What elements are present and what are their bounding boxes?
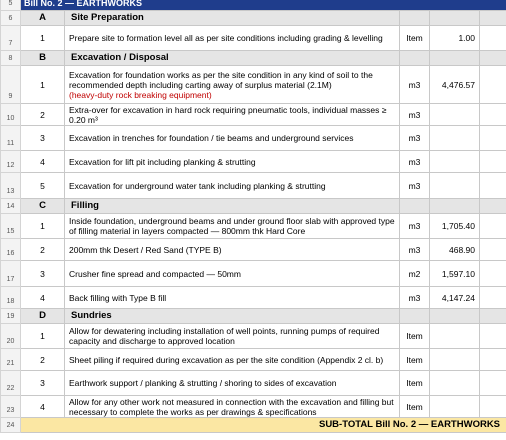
- empty-cell[interactable]: [480, 239, 506, 261]
- item-description[interactable]: [65, 151, 400, 173]
- item-description[interactable]: [65, 66, 400, 104]
- section-title[interactable]: Site Preparation: [65, 11, 400, 26]
- unit-cell[interactable]: Item: [400, 396, 430, 418]
- quantity-cell[interactable]: [430, 104, 480, 126]
- unit-cell[interactable]: Item: [400, 371, 430, 396]
- row-number[interactable]: 21: [1, 349, 21, 371]
- item-number[interactable]: 1: [21, 66, 65, 104]
- row-number[interactable]: 11: [1, 126, 21, 151]
- item-number[interactable]: 2: [21, 349, 65, 371]
- empty-cell[interactable]: [480, 104, 506, 126]
- sheet-row: [1, 371, 506, 396]
- item-description[interactable]: [65, 239, 400, 261]
- quantity-cell[interactable]: 4,476.57: [430, 66, 480, 104]
- sheet-row: [1, 214, 506, 239]
- quantity-cell[interactable]: 1,705.40: [430, 214, 480, 239]
- section-title[interactable]: Filling: [65, 199, 400, 214]
- empty-cell[interactable]: [480, 396, 506, 418]
- sheet-row: [1, 239, 506, 261]
- description-text: Allow for dewatering including installation of well points, running pumps of required capacity and discharge to approved location: [69, 326, 380, 346]
- unit-cell[interactable]: m3: [400, 173, 430, 199]
- section-title[interactable]: Excavation / Disposal: [65, 51, 400, 66]
- item-number[interactable]: 1: [21, 324, 65, 349]
- description-text: Prepare site to formation level all as per site conditions including grading & levelling: [69, 33, 383, 43]
- description-text: Allow for any other work not measured in connection with the excavation and filling but necessary to complete the works as per drawings & specifications: [69, 396, 394, 417]
- row-number[interactable]: 5: [1, 0, 21, 11]
- row-number[interactable]: 20: [1, 324, 21, 349]
- empty-cell[interactable]: [480, 349, 506, 371]
- item-description[interactable]: [65, 349, 400, 371]
- item-description[interactable]: [65, 396, 400, 418]
- unit-cell[interactable]: m3: [400, 151, 430, 173]
- description-text: Excavation in trenches for foundation / tie beams and underground services: [69, 133, 354, 143]
- unit-cell[interactable]: Item: [400, 349, 430, 371]
- empty-cell[interactable]: [480, 287, 506, 309]
- quantity-cell[interactable]: [430, 396, 480, 418]
- empty-cell[interactable]: [480, 151, 506, 173]
- empty-cell[interactable]: [400, 51, 430, 66]
- empty-cell[interactable]: [480, 51, 506, 66]
- item-number[interactable]: 2: [21, 104, 65, 126]
- unit-cell[interactable]: Item: [400, 26, 430, 51]
- sheet-row: [1, 349, 506, 371]
- description-text: Excavation for lift pit including planking & strutting: [69, 156, 256, 167]
- row-number[interactable]: 9: [1, 66, 21, 104]
- empty-cell[interactable]: [430, 309, 480, 324]
- row-number[interactable]: 8: [1, 51, 21, 66]
- description-text: Sheet piling if required during excavation as per the site condition (Appendix 2 cl. b): [69, 354, 384, 365]
- row-number[interactable]: 6: [1, 11, 21, 26]
- section-title[interactable]: Sundries: [65, 309, 400, 324]
- unit-cell[interactable]: m3: [400, 214, 430, 239]
- empty-cell[interactable]: [480, 173, 506, 199]
- empty-cell[interactable]: [400, 309, 430, 324]
- description-note: (heavy-duty rock breaking equipment): [69, 89, 212, 100]
- item-description[interactable]: [65, 104, 400, 126]
- description-text: Extra-over for excavation in hard rock requiring pneumatic tools, individual masses ≥ 0.20 m³: [69, 104, 387, 125]
- description-text: Back filling with Type B fill: [69, 292, 167, 303]
- empty-cell[interactable]: [480, 214, 506, 239]
- section-letter[interactable]: D: [21, 309, 65, 324]
- sheet-row: [1, 173, 506, 199]
- description-text: Inside foundation, underground beams and under ground floor slab with approved type of filling material in layers compacted — 800mm thk Hard Core: [69, 216, 395, 236]
- item-number[interactable]: 3: [21, 371, 65, 396]
- row-number[interactable]: 23: [1, 396, 21, 418]
- quantity-cell[interactable]: 1.00: [430, 26, 480, 51]
- row-number[interactable]: 18: [1, 287, 21, 309]
- item-number[interactable]: 4: [21, 287, 65, 309]
- row-number[interactable]: 12: [1, 151, 21, 173]
- empty-cell[interactable]: [430, 11, 480, 26]
- quantity-cell[interactable]: [430, 349, 480, 371]
- unit-cell[interactable]: m3: [400, 126, 430, 151]
- empty-cell[interactable]: [480, 26, 506, 51]
- description-text: Earthwork support / planking & strutting / shoring to sides of excavation: [69, 378, 337, 388]
- item-number[interactable]: 3: [21, 261, 65, 287]
- quantity-cell[interactable]: 468.90: [430, 239, 480, 261]
- row-number[interactable]: 14: [1, 199, 21, 214]
- empty-cell[interactable]: [480, 66, 506, 104]
- item-description[interactable]: [65, 26, 400, 51]
- section-letter[interactable]: B: [21, 51, 65, 66]
- section-letter[interactable]: C: [21, 199, 65, 214]
- empty-cell[interactable]: [400, 11, 430, 26]
- item-description[interactable]: [65, 287, 400, 309]
- empty-cell[interactable]: [480, 371, 506, 396]
- description-text: Excavation for foundation works as per the site condition in any kind of soil to the recommended depth including carting away of surplus material (2.1M): [69, 69, 373, 90]
- sheet-row: [1, 309, 506, 324]
- quantity-cell[interactable]: [430, 371, 480, 396]
- item-description[interactable]: [65, 173, 400, 199]
- item-number[interactable]: 4: [21, 396, 65, 418]
- bill-title: Bill No. 2 — EARTHWORKS: [21, 0, 506, 11]
- row-number[interactable]: 10: [1, 104, 21, 126]
- unit-cell[interactable]: m3: [400, 104, 430, 126]
- description-text: 200mm thk Desert / Red Sand (TYPE B): [69, 244, 222, 255]
- sheet-row: [1, 51, 506, 66]
- sheet-row: [1, 126, 506, 151]
- sheet-row: [1, 104, 506, 126]
- sheet-row: [1, 199, 506, 214]
- empty-cell[interactable]: [480, 199, 506, 214]
- item-description[interactable]: [65, 324, 400, 349]
- row-number[interactable]: 7: [1, 26, 21, 51]
- row-number[interactable]: 22: [1, 371, 21, 396]
- item-description[interactable]: [65, 214, 400, 239]
- unit-cell[interactable]: Item: [400, 324, 430, 349]
- item-number[interactable]: 4: [21, 151, 65, 173]
- quantity-cell[interactable]: 1,597.10: [430, 261, 480, 287]
- item-number[interactable]: 1: [21, 214, 65, 239]
- empty-cell[interactable]: [480, 126, 506, 151]
- row-number[interactable]: 24: [1, 418, 21, 433]
- subtotal-label: SUB-TOTAL Bill No. 2 — EARTHWORKS: [21, 418, 506, 433]
- empty-cell[interactable]: [480, 309, 506, 324]
- sheet-row: [1, 261, 506, 287]
- empty-cell[interactable]: [430, 51, 480, 66]
- row-number[interactable]: 15: [1, 214, 21, 239]
- item-number[interactable]: 3: [21, 126, 65, 151]
- item-number[interactable]: 2: [21, 239, 65, 261]
- description-text: Excavation for underground water tank including planking & strutting: [69, 180, 326, 191]
- row-number[interactable]: 19: [1, 309, 21, 324]
- sheet-row: [1, 396, 506, 418]
- empty-cell[interactable]: [480, 11, 506, 26]
- row-number[interactable]: 17: [1, 261, 21, 287]
- sheet-row: [1, 0, 506, 11]
- empty-cell[interactable]: [480, 261, 506, 287]
- empty-cell[interactable]: [430, 199, 480, 214]
- sheet-row: [1, 418, 506, 433]
- item-description[interactable]: [65, 126, 400, 151]
- quantity-cell[interactable]: [430, 126, 480, 151]
- quantity-cell[interactable]: [430, 324, 480, 349]
- sheet-row: [1, 11, 506, 26]
- quantity-cell[interactable]: [430, 173, 480, 199]
- item-number[interactable]: 1: [21, 26, 65, 51]
- quantity-cell[interactable]: 4,147.24: [430, 287, 480, 309]
- row-number[interactable]: 16: [1, 239, 21, 261]
- unit-cell[interactable]: m3: [400, 66, 430, 104]
- item-description[interactable]: [65, 261, 400, 287]
- empty-cell[interactable]: [480, 324, 506, 349]
- item-description[interactable]: [65, 371, 400, 396]
- item-number[interactable]: 5: [21, 173, 65, 199]
- empty-cell[interactable]: [400, 199, 430, 214]
- sheet-row: [1, 151, 506, 173]
- row-number[interactable]: 13: [1, 173, 21, 199]
- sheet-row: [1, 66, 506, 104]
- quantity-cell[interactable]: [430, 151, 480, 173]
- unit-cell[interactable]: m2: [400, 261, 430, 287]
- sheet-row: [1, 26, 506, 51]
- section-letter[interactable]: A: [21, 11, 65, 26]
- sheet-row: [1, 324, 506, 349]
- unit-cell[interactable]: m3: [400, 287, 430, 309]
- sheet-row: [1, 287, 506, 309]
- description-text: Crusher fine spread and compacted — 50mm: [69, 268, 241, 279]
- unit-cell[interactable]: m3: [400, 239, 430, 261]
